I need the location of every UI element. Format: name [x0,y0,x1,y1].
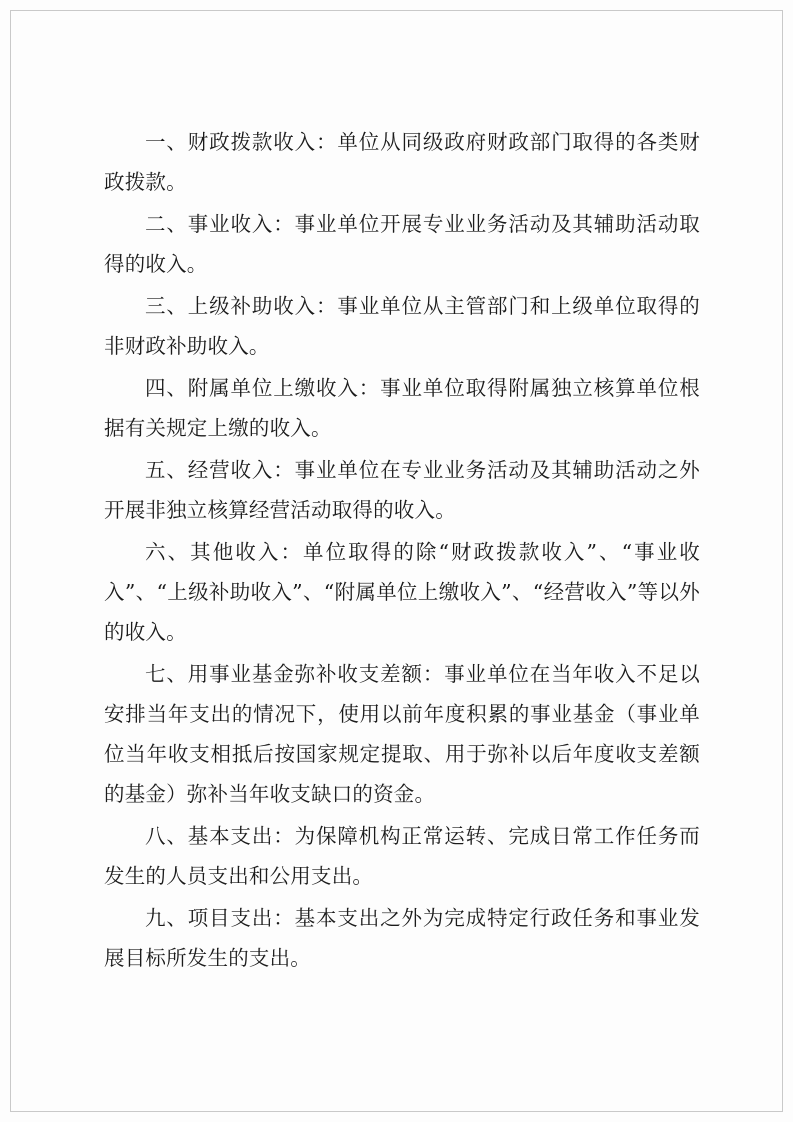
paragraph-item-7: 七、用事业基金弥补收支差额：事业单位在当年收入不足以安排当年支出的情况下，使用以前年度积累的事业基金（事业单位当年收支相抵后按国家规定提取、用于弥补以后年度收支差额的基金）弥补当年收支缺口的资金。 [104,662,700,806]
document-body [104,122,700,980]
paragraph-item-1: 一、财政拨款收入：单位从同级政府财政部门取得的各类财政拨款。 [104,130,700,194]
paragraph-item-8: 八、基本支出：为保障机构正常运转、完成日常工作任务而发生的人员支出和公用支出。 [104,824,700,888]
paragraph-item-2: 二、事业收入：事业单位开展专业业务活动及其辅助活动取得的收入。 [104,212,700,276]
paragraph-item-9: 九、项目支出：基本支出之外为完成特定行政任务和事业发展目标所发生的支出。 [104,906,700,970]
paragraph-item-5: 五、经营收入：事业单位在专业业务活动及其辅助活动之外开展非独立核算经营活动取得的收入。 [104,458,700,522]
paragraph-item-4: 四、附属单位上缴收入：事业单位取得附属独立核算单位根据有关规定上缴的收入。 [104,376,700,440]
paragraph-item-6: 六、其他收入：单位取得的除“财政拨款收入”、“事业收入”、“上级补助收入”、“附属单位上缴收入”、“经营收入”等以外的收入。 [104,540,700,644]
paragraph-item-3: 三、上级补助收入：事业单位从主管部门和上级单位取得的非财政补助收入。 [104,294,700,358]
